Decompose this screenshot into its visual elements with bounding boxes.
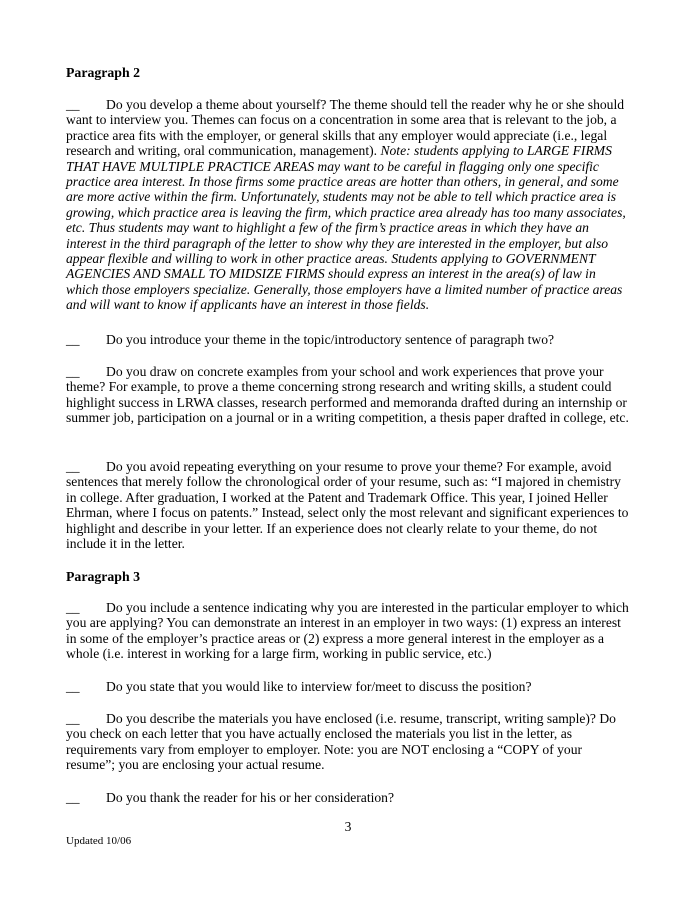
checkbox-blank: __ (66, 711, 80, 726)
checkbox-blank: __ (66, 790, 80, 805)
checklist-item (66, 600, 631, 662)
item-text: Do you thank the reader for his or her consideration? (106, 790, 395, 805)
checklist-item (66, 711, 631, 773)
checklist-item (66, 332, 631, 347)
checkbox-blank: __ (66, 364, 80, 379)
checkbox-blank: __ (66, 97, 80, 112)
item-text: Do you avoid repeating everything on your resume to prove your theme? For example, avoid sentences that merely follow the chronological order of your resume, such as: “I majored in chemistry in college. After graduation, I worked at the Patent and Trademark Office. This year, I joined Heller Ehrman, where I focus on patents.” Instead, select only the most relevant and significant experiences to highlight and describe in your letter. If an experience does not clearly relate to your theme, do not include it in the letter. (66, 459, 629, 552)
item-text: Do you develop a theme about yourself? The theme should tell the reader why he or she should want to interview you. Themes can focus on a concentration in some area that is relevant to the job, a practice area fits with the employer, or general skills that any employer would appreciate (i.e., legal research and writing, oral communication, management). (66, 97, 625, 159)
paragraph-3-heading: Paragraph 3 (66, 569, 140, 584)
updated-date: Updated 10/06 (66, 835, 132, 847)
checkbox-blank: __ (66, 679, 80, 694)
item-text: Do you include a sentence indicating why you are interested in the particular employer to which you are applying? You can demonstrate an interest in an employer in two ways: (1) express an interest in some of the employer’s practice areas or (2) express a more general interest in the employer as a whole (i.e. interest in working for a large firm, working in public service, etc.) (66, 600, 629, 662)
item-text: Do you describe the materials you have enclosed (i.e. resume, transcript, writing sample)? Do you check on each letter that you have actually enclosed the materials you list in the letter, as requirements vary from employer to employer. Note: you are NOT enclosing a “COPY of your resume”; you are enclosing your actual resume. (66, 711, 616, 773)
checklist-item (66, 679, 631, 694)
checkbox-blank: __ (66, 332, 80, 347)
item-text: Do you draw on concrete examples from your school and work experiences that prove your theme? For example, to prove a theme concerning strong research and writing skills, a student could highlight success in LRWA classes, research performed and memoranda drafted during an internship or summer job, participation on a journal or in a writing competition, a thesis paper drafted in college, etc. (66, 364, 629, 426)
checklist-item (66, 97, 631, 313)
checklist-item (66, 790, 631, 805)
checkbox-blank: __ (66, 600, 80, 615)
item-text: Do you introduce your theme in the topic/introductory sentence of paragraph two? (106, 332, 555, 347)
page-number: 3 (344, 819, 352, 834)
checklist-item (66, 364, 631, 426)
item-note: Note: students applying to LARGE FIRMS THAT HAVE MULTIPLE PRACTICE AREAS may want to be careful in flagging only one specific practice area interest. In those firms some practice areas are hotter than others, in general, and some are more active within the firm. Unfortunately, students may not be able to tell which practice area is growing, which practice area is leaving the firm, which practice area already has too many associates, etc. Thus students may want to highlight a few of the firm’s practice areas in which they have an interest in the third paragraph of the letter to show why they are interested in the employer, but also appear flexible and willing to work in other practice areas. Students applying to GOVERNMENT AGENCIES AND SMALL TO MIDSIZE FIRMS should express an interest in the area(s) of law in which those employers specialize. Generally, those employers have a limited number of practice areas and will want to know if applicants have an interest in those fields. (66, 143, 626, 313)
paragraph-2-heading: Paragraph 2 (66, 65, 140, 80)
item-text: Do you state that you would like to interview for/meet to discuss the position? (106, 679, 532, 694)
checklist-item (66, 459, 631, 551)
checkbox-blank: __ (66, 459, 80, 474)
